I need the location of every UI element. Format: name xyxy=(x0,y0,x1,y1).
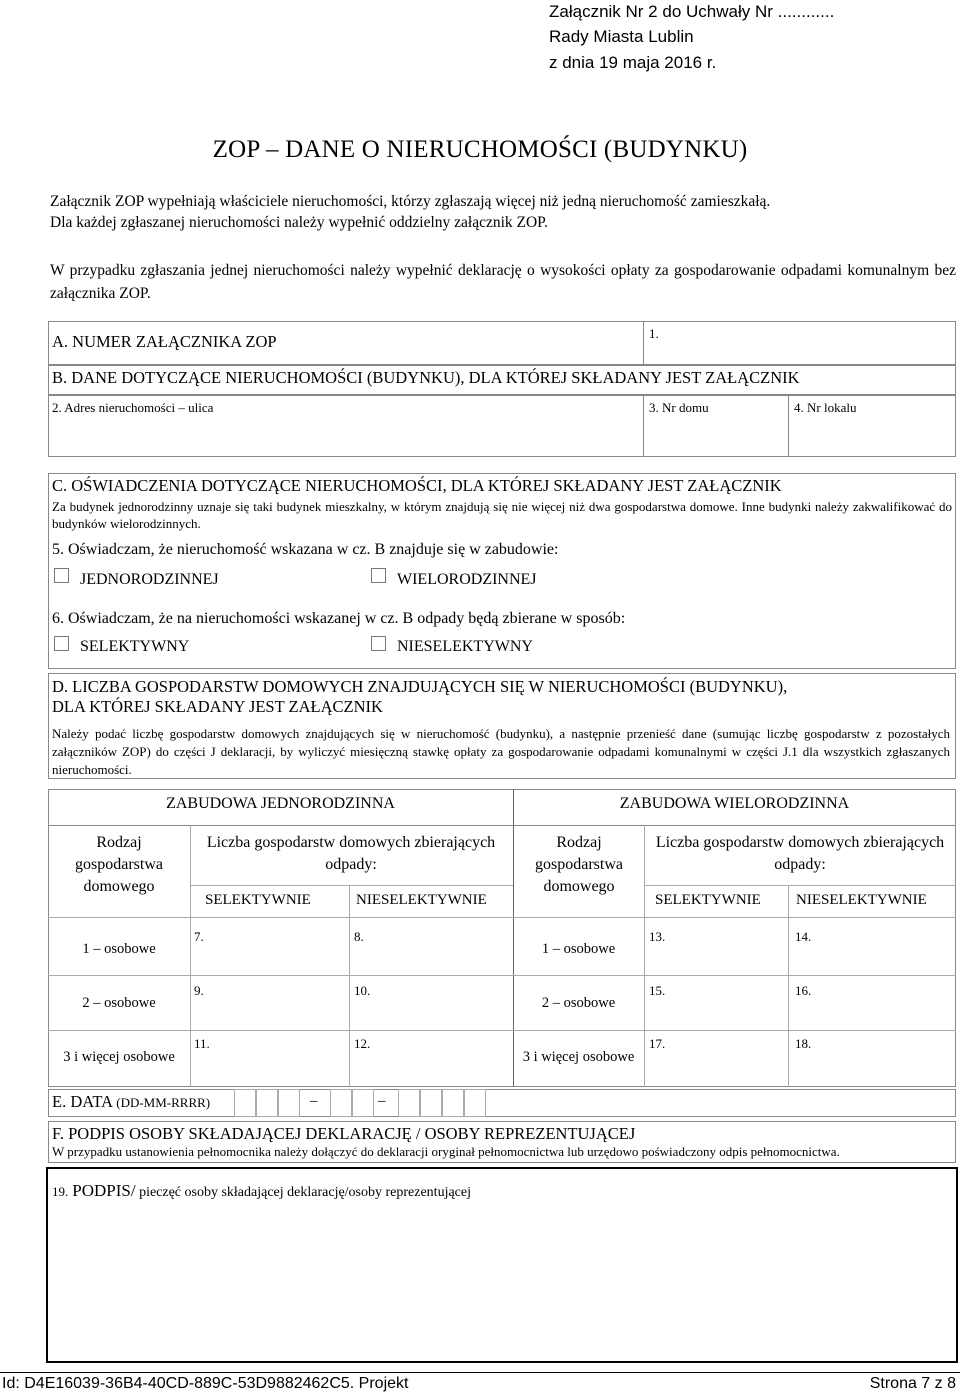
multi-family-table-header: ZABUDOWA WIELORODZINNA xyxy=(619,795,850,812)
field-14: 14. xyxy=(795,929,812,944)
question-6: 6. Oświadczam, że na nieruchomości wskazanej w cz. B odpady będą zbierane w sposób: xyxy=(52,610,626,627)
field-9: 9. xyxy=(194,983,204,998)
house-number-label: 3. Nr domu xyxy=(649,400,709,415)
section-e-label xyxy=(52,1092,210,1112)
field-17: 17. xyxy=(649,1036,666,1051)
section-d-label-2: DLA KTÓREJ SKŁADANY JEST ZAŁĄCZNIK xyxy=(52,697,383,716)
input-11[interactable] xyxy=(191,1031,348,1086)
date-digit-7[interactable] xyxy=(420,1089,442,1117)
question-5: 5. Oświadczam, że nieruchomość wskazana w cz. B znajduje się w zabudowie: xyxy=(52,541,559,558)
section-a-label: A. NUMER ZAŁĄCZNIKA ZOP xyxy=(52,332,277,351)
left-selective-header: SELEKTYWNIE xyxy=(205,892,311,908)
footer-page-number: Strona 7 z 8 xyxy=(869,1375,956,1392)
date-digit-9[interactable] xyxy=(464,1089,486,1117)
signature-bold: PODPIS/ xyxy=(72,1181,136,1200)
input-7[interactable] xyxy=(191,918,348,974)
single-family-label: JEDNORODZINNEJ xyxy=(80,571,219,588)
field-19: 19. xyxy=(52,1184,69,1199)
section-c-note: Za budynek jednorodzinny uznaje się taki budynek mieszkalny, w którym znajdują się nie więcej niż dwa gospodarstwa domowe. Inne budynki należy zakwalifikować do budynków wielorodzinnych. xyxy=(52,499,952,531)
street-label: 2. Adres nieruchomości – ulica xyxy=(52,400,214,415)
header-attachment-line: Załącznik Nr 2 do Uchwały Nr ............ xyxy=(549,2,835,21)
right-type-header: Rodzaj gospodarstwa domowego xyxy=(535,834,623,895)
input-14[interactable] xyxy=(789,918,955,974)
date-separator-2: – xyxy=(378,1093,386,1109)
right-selective-header: SELEKTYWNIE xyxy=(655,892,761,908)
section-b-label: B. DANE DOTYCZĄCE NIERUCHOMOŚCI (BUDYNKU), DLA KTÓREJ SKŁADANY JEST ZAŁĄCZNIK xyxy=(52,368,800,387)
field-15: 15. xyxy=(649,983,666,998)
flat-number-input[interactable] xyxy=(789,418,955,456)
left-type-header: Rodzaj gospodarstwa domowego xyxy=(75,834,163,895)
section-f-label: F. PODPIS OSOBY SKŁADAJĄCEJ DEKLARACJĘ / OSOBY REPREZENTUJĄCEJ xyxy=(52,1124,636,1143)
field-1-number: 1. xyxy=(649,326,659,341)
date-format: (DD-MM-RRRR) xyxy=(116,1095,211,1110)
right-count-header: Liczba gospodarstw domowych zbierających odpady: xyxy=(655,834,945,873)
date-digit-3[interactable] xyxy=(278,1089,300,1117)
attachment-number-input[interactable] xyxy=(644,340,954,364)
field-12: 12. xyxy=(354,1036,371,1051)
input-16[interactable] xyxy=(789,976,955,1029)
row1-type-right: 1 – osobowe xyxy=(541,941,616,957)
left-nonselective-header: NIESELEKTYWNIE xyxy=(356,892,487,908)
input-12[interactable] xyxy=(350,1031,512,1086)
intro-paragraph-2: W przypadku zgłaszania jednej nieruchomości należy wypełnić deklarację o wysokości opłaty za gospodarowanie odpadami komunalnym bez załącznika ZOP. xyxy=(50,262,956,302)
flat-number-label: 4. Nr lokalu xyxy=(794,400,857,415)
field-16: 16. xyxy=(795,983,812,998)
date-digit-4[interactable] xyxy=(330,1089,352,1117)
header-date-line: z dnia 19 maja 2016 r. xyxy=(549,53,717,72)
selective-checkbox[interactable] xyxy=(54,636,69,651)
date-digit-2[interactable] xyxy=(256,1089,278,1117)
multi-family-label: WIELORODZINNEJ xyxy=(397,571,537,588)
selective-label: SELEKTYWNY xyxy=(80,638,190,655)
single-family-checkbox[interactable] xyxy=(54,568,69,583)
input-8[interactable] xyxy=(350,918,512,974)
nonselective-checkbox[interactable] xyxy=(371,636,386,651)
signature-label xyxy=(52,1181,471,1201)
street-input[interactable] xyxy=(49,418,642,456)
left-count-header: Liczba gospodarstw domowych zbierających odpady: xyxy=(206,834,496,873)
section-f-note: W przypadku ustanowienia pełnomocnika należy dołączyć do deklaracji oryginał pełnomocnictwa lub urzędowo poświadczony odpis pełnomocnictwa. xyxy=(52,1144,840,1159)
row2-type-left: 2 – osobowe xyxy=(82,995,156,1011)
date-label: E. DATA xyxy=(52,1092,113,1111)
date-digit-1[interactable] xyxy=(234,1089,256,1117)
input-18[interactable] xyxy=(789,1031,955,1086)
date-separator-1: – xyxy=(310,1093,318,1109)
date-digit-6[interactable] xyxy=(398,1089,420,1117)
row2-type-right: 2 – osobowe xyxy=(541,995,616,1011)
field-13: 13. xyxy=(649,929,666,944)
input-9[interactable] xyxy=(191,976,348,1029)
row1-type-left: 1 – osobowe xyxy=(82,941,156,957)
house-number-input[interactable] xyxy=(644,418,787,456)
nonselective-label: NIESELEKTYWNY xyxy=(397,638,533,655)
single-family-table-header: ZABUDOWA JEDNORODZINNA xyxy=(166,795,395,812)
intro-line-1: Załącznik ZOP wypełniają właściciele nieruchomości, którzy zgłaszają więcej niż jedną nieruchomość zamieszkałą. xyxy=(50,193,771,210)
field-11: 11. xyxy=(194,1036,210,1051)
row3-type-right: 3 i więcej osobowe xyxy=(522,1049,635,1065)
field-10: 10. xyxy=(354,983,371,998)
date-digit-8[interactable] xyxy=(442,1089,464,1117)
footer-document-id: Id: D4E16039-36B4-40CD-889C-53D9882462C5. Projekt xyxy=(2,1375,409,1392)
right-nonselective-header: NIESELEKTYWNIE xyxy=(796,892,927,908)
signature-rest: pieczęć osoby składającej deklarację/osoby reprezentującej xyxy=(135,1185,471,1200)
field-7: 7. xyxy=(194,929,204,944)
intro-line-2: Dla każdej zgłaszanej nieruchomości należy wypełnić oddzielny załącznik ZOP. xyxy=(50,214,548,231)
field-18: 18. xyxy=(795,1036,812,1051)
page-title: ZOP – DANE O NIERUCHOMOŚCI (BUDYNKU) xyxy=(212,136,748,163)
input-17[interactable] xyxy=(645,1031,787,1086)
input-10[interactable] xyxy=(350,976,512,1029)
field-8: 8. xyxy=(354,929,364,944)
header-council-line: Rady Miasta Lublin xyxy=(549,27,694,46)
date-digit-5[interactable] xyxy=(352,1089,374,1117)
multi-family-checkbox[interactable] xyxy=(371,568,386,583)
row3-type-left: 3 i więcej osobowe xyxy=(63,1049,175,1065)
section-c-label: C. OŚWIADCZENIA DOTYCZĄCE NIERUCHOMOŚCI, DLA KTÓREJ SKŁADANY JEST ZAŁĄCZNIK xyxy=(52,476,782,495)
section-d-label-1: D. LICZBA GOSPODARSTW DOMOWYCH ZNAJDUJĄCYCH SIĘ W NIERUCHOMOŚCI (BUDYNKU), xyxy=(52,677,788,696)
section-d-note: Należy podać liczbę gospodarstw domowych znajdujących się w nieruchomość (budynku), a następnie przenieść dane (sumując liczbę gospodarstw z pozostałych załączników ZOP) do części J deklaracji, by wyliczyć miesięczną stawkę opłaty za gospodarowanie odpadami komunalnymi w części J.1 dla wszystkich zgłaszanych nieruchomości. xyxy=(52,726,950,777)
input-13[interactable] xyxy=(645,918,787,974)
input-15[interactable] xyxy=(645,976,787,1029)
